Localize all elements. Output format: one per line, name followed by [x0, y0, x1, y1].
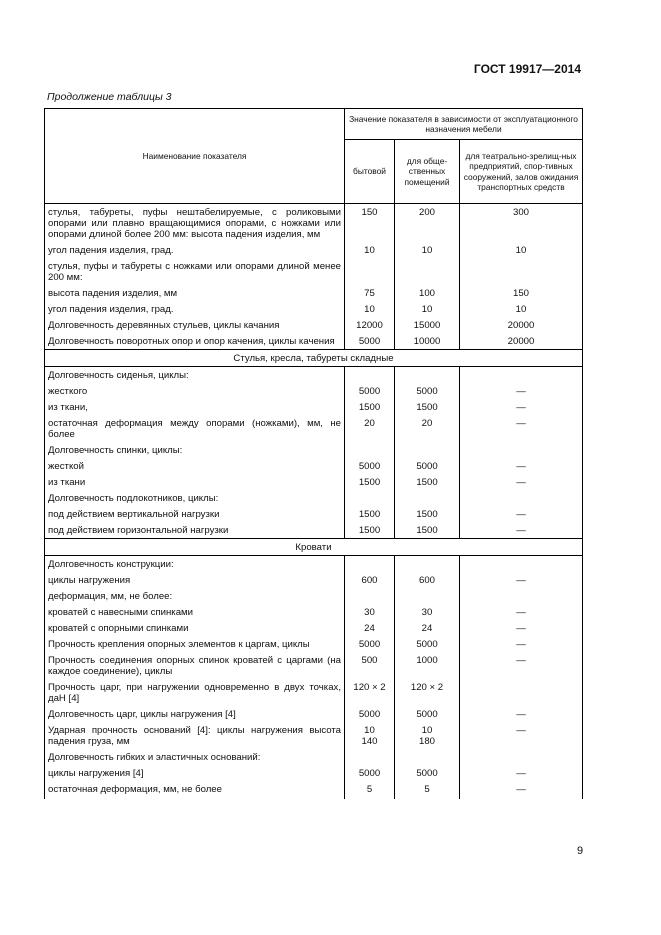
- table-row: [45, 333, 583, 350]
- home-value-cell: 10 140: [345, 722, 395, 749]
- home-value-cell: 1500: [345, 399, 395, 415]
- table-row: [45, 317, 583, 333]
- table-row: [45, 652, 583, 679]
- page-number: 9: [577, 845, 584, 857]
- theatre-value-cell: 20000: [460, 317, 583, 333]
- table-row: [45, 415, 583, 442]
- table-row: [45, 506, 583, 522]
- indicator-name-cell: под действием вертикальной нагрузки: [45, 506, 345, 522]
- header-indicator-name: Наименование показателя: [45, 109, 345, 204]
- theatre-value-cell: [460, 588, 583, 604]
- header-theatre-use: для театрально-зрелищ-ных предприятий, спор-тивных сооружений, залов ожидания транспортных средств: [460, 140, 583, 204]
- table-row: [45, 301, 583, 317]
- public-value-cell: [395, 258, 460, 285]
- indicator-name-cell: Долговечность спинки, циклы:: [45, 442, 345, 458]
- indicator-name-cell: Долговечность деревянных стульев, циклы качания: [45, 317, 345, 333]
- home-value-cell: 5: [345, 781, 395, 799]
- theatre-value-cell: —: [460, 522, 583, 539]
- home-value-cell: 10: [345, 301, 395, 317]
- home-value-cell: 5000: [345, 765, 395, 781]
- theatre-value-cell: —: [460, 458, 583, 474]
- indicator-name-cell: Долговечность сиденья, циклы:: [45, 367, 345, 384]
- home-value-cell: 20: [345, 415, 395, 442]
- indicator-name-cell: угол падения изделия, град.: [45, 301, 345, 317]
- table-row: [45, 749, 583, 765]
- public-value-cell: 1500: [395, 522, 460, 539]
- home-value-cell: 24: [345, 620, 395, 636]
- indicator-name-cell: остаточная деформация между опорами (ножками), мм, не более: [45, 415, 345, 442]
- table-row: [45, 458, 583, 474]
- public-value-cell: [395, 367, 460, 384]
- theatre-value-cell: 10: [460, 242, 583, 258]
- table-row: [45, 588, 583, 604]
- table-row: [45, 706, 583, 722]
- table-row: [45, 522, 583, 539]
- theatre-value-cell: 20000: [460, 333, 583, 350]
- theatre-value-cell: —: [460, 604, 583, 620]
- public-value-cell: 10 180: [395, 722, 460, 749]
- public-value-cell: 5000: [395, 636, 460, 652]
- home-value-cell: [345, 258, 395, 285]
- public-value-cell: 100: [395, 285, 460, 301]
- home-value-cell: 1500: [345, 506, 395, 522]
- home-value-cell: [345, 749, 395, 765]
- indicator-name-cell: стулья, пуфы и табуреты с ножками или опорами длиной менее 200 мм:: [45, 258, 345, 285]
- table-row: [45, 442, 583, 458]
- header-public-use: для обще-ственных помещений: [395, 140, 460, 204]
- indicator-name-cell: Долговечность подлокотников, циклы:: [45, 490, 345, 506]
- indicator-name-cell: Прочность царг, при нагружении одновременно в двух точках, даН [4]: [45, 679, 345, 706]
- theatre-value-cell: —: [460, 506, 583, 522]
- public-value-cell: 10: [395, 301, 460, 317]
- table-body: [45, 204, 583, 800]
- home-value-cell: 5000: [345, 706, 395, 722]
- indicator-name-cell: жесткой: [45, 458, 345, 474]
- theatre-value-cell: [460, 490, 583, 506]
- table-row: [45, 490, 583, 506]
- indicator-name-cell: Прочность соединения опорных спинок кроватей с царгами (на каждое соединение), циклы: [45, 652, 345, 679]
- table-row: [45, 367, 583, 384]
- public-value-cell: 5000: [395, 383, 460, 399]
- home-value-cell: 12000: [345, 317, 395, 333]
- public-value-cell: 1500: [395, 506, 460, 522]
- home-value-cell: 10: [345, 242, 395, 258]
- home-value-cell: [345, 367, 395, 384]
- table-row: [45, 572, 583, 588]
- table-row: [45, 781, 583, 799]
- indicator-name-cell: угол падения изделия, град.: [45, 242, 345, 258]
- section-title: Кровати: [45, 539, 583, 556]
- theatre-value-cell: 300: [460, 204, 583, 243]
- home-value-cell: [345, 442, 395, 458]
- public-value-cell: 10: [395, 242, 460, 258]
- section-title: Стулья, кресла, табуреты складные: [45, 350, 583, 367]
- indicator-name-cell: Долговечность поворотных опор и опор качения, циклы качения: [45, 333, 345, 350]
- indicator-name-cell: циклы нагружения: [45, 572, 345, 588]
- table-row: [45, 604, 583, 620]
- theatre-value-cell: —: [460, 383, 583, 399]
- indicator-name-cell: Долговечность конструкции:: [45, 556, 345, 573]
- indicator-name-cell: деформация, мм, не более:: [45, 588, 345, 604]
- indicator-name-cell: Долговечность царг, циклы нагружения [4]: [45, 706, 345, 722]
- indicator-name-cell: из ткани,: [45, 399, 345, 415]
- public-value-cell: 5: [395, 781, 460, 799]
- theatre-value-cell: —: [460, 652, 583, 679]
- header-value-group: Значение показателя в зависимости от эксплуатационного назначения мебели: [345, 109, 583, 140]
- theatre-value-cell: [460, 679, 583, 706]
- public-value-cell: 1500: [395, 474, 460, 490]
- home-value-cell: 5000: [345, 636, 395, 652]
- public-value-cell: [395, 556, 460, 573]
- home-value-cell: 75: [345, 285, 395, 301]
- public-value-cell: [395, 588, 460, 604]
- public-value-cell: 200: [395, 204, 460, 243]
- indicator-name-cell: Прочность крепления опорных элементов к царгам, циклы: [45, 636, 345, 652]
- table-row: [45, 620, 583, 636]
- public-value-cell: 5000: [395, 765, 460, 781]
- indicator-name-cell: кроватей с опорными спинками: [45, 620, 345, 636]
- header-home-use: бытовой: [345, 140, 395, 204]
- public-value-cell: 5000: [395, 706, 460, 722]
- theatre-value-cell: [460, 442, 583, 458]
- home-value-cell: 120 × 2: [345, 679, 395, 706]
- theatre-value-cell: —: [460, 765, 583, 781]
- home-value-cell: 150: [345, 204, 395, 243]
- public-value-cell: [395, 490, 460, 506]
- table-row: [45, 722, 583, 749]
- table-row: [45, 258, 583, 285]
- public-value-cell: 30: [395, 604, 460, 620]
- theatre-value-cell: —: [460, 706, 583, 722]
- indicator-name-cell: под действием горизонтальной нагрузки: [45, 522, 345, 539]
- table-row: [45, 474, 583, 490]
- public-value-cell: 1500: [395, 399, 460, 415]
- table-row: [45, 383, 583, 399]
- home-value-cell: 5000: [345, 383, 395, 399]
- public-value-cell: [395, 442, 460, 458]
- theatre-value-cell: [460, 367, 583, 384]
- theatre-value-cell: —: [460, 415, 583, 442]
- theatre-value-cell: [460, 749, 583, 765]
- indicator-name-cell: циклы нагружения [4]: [45, 765, 345, 781]
- home-value-cell: 5000: [345, 458, 395, 474]
- indicator-name-cell: Долговечность гибких и эластичных оснований:: [45, 749, 345, 765]
- public-value-cell: 1000: [395, 652, 460, 679]
- table-row: [45, 636, 583, 652]
- table-row: [45, 285, 583, 301]
- home-value-cell: 1500: [345, 522, 395, 539]
- public-value-cell: 15000: [395, 317, 460, 333]
- home-value-cell: 1500: [345, 474, 395, 490]
- table-row: [45, 242, 583, 258]
- indicator-name-cell: остаточная деформация, мм, не более: [45, 781, 345, 799]
- table-row: [45, 556, 583, 573]
- public-value-cell: [395, 749, 460, 765]
- section-header-row: [45, 539, 583, 556]
- section-header-row: [45, 350, 583, 367]
- table-continuation-caption: Продолжение таблицы 3: [47, 91, 172, 103]
- theatre-value-cell: —: [460, 781, 583, 799]
- home-value-cell: [345, 490, 395, 506]
- home-value-cell: 500: [345, 652, 395, 679]
- indicator-name-cell: высота падения изделия, мм: [45, 285, 345, 301]
- indicator-table: [44, 108, 583, 799]
- theatre-value-cell: [460, 556, 583, 573]
- home-value-cell: [345, 588, 395, 604]
- theatre-value-cell: —: [460, 722, 583, 749]
- indicator-name-cell: жесткого: [45, 383, 345, 399]
- table-row: [45, 679, 583, 706]
- theatre-value-cell: —: [460, 620, 583, 636]
- public-value-cell: 20: [395, 415, 460, 442]
- indicator-name-cell: Ударная прочность оснований [4]: циклы нагружения высота падения груза, мм: [45, 722, 345, 749]
- public-value-cell: 120 × 2: [395, 679, 460, 706]
- theatre-value-cell: —: [460, 399, 583, 415]
- home-value-cell: 600: [345, 572, 395, 588]
- home-value-cell: [345, 556, 395, 573]
- table-row: [45, 399, 583, 415]
- home-value-cell: 30: [345, 604, 395, 620]
- public-value-cell: 10000: [395, 333, 460, 350]
- theatre-value-cell: 10: [460, 301, 583, 317]
- public-value-cell: 600: [395, 572, 460, 588]
- table-row: [45, 765, 583, 781]
- standard-code: ГОСТ 19917—2014: [473, 62, 581, 76]
- public-value-cell: 24: [395, 620, 460, 636]
- public-value-cell: 5000: [395, 458, 460, 474]
- indicator-name-cell: из ткани: [45, 474, 345, 490]
- indicator-name-cell: стулья, табуреты, пуфы нештабелируемые, с роликовыми опорами или плавно вращающимися опорами, с ножками или опорами длиной более 200 мм: высота падения изделия, мм: [45, 204, 345, 243]
- theatre-value-cell: —: [460, 636, 583, 652]
- theatre-value-cell: [460, 258, 583, 285]
- theatre-value-cell: —: [460, 474, 583, 490]
- theatre-value-cell: —: [460, 572, 583, 588]
- table-row: [45, 204, 583, 243]
- indicator-name-cell: кроватей с навесными спинками: [45, 604, 345, 620]
- theatre-value-cell: 150: [460, 285, 583, 301]
- home-value-cell: 5000: [345, 333, 395, 350]
